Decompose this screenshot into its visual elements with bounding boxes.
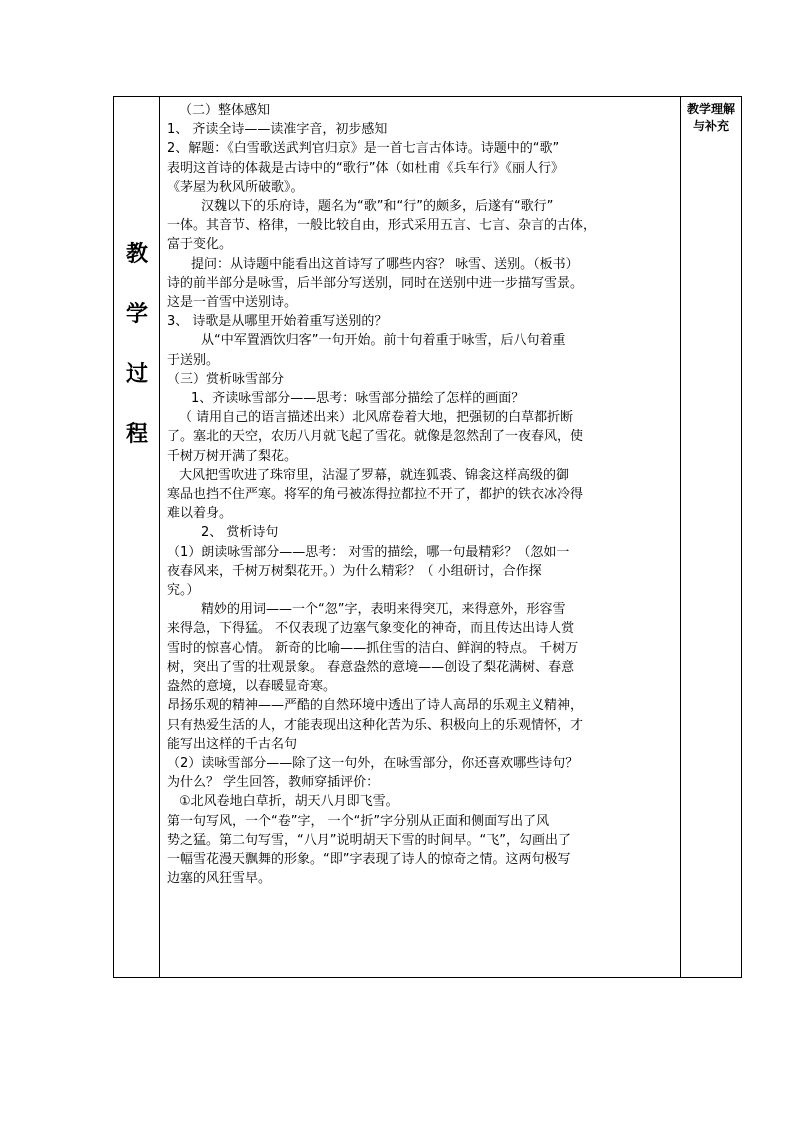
- text-line: 一幅雪花漫天飘舞的形象。“即”字表现了诗人的惊奇之情。这两句极写: [167, 851, 571, 867]
- text-line: 了。塞北的天空，农历八月就飞起了雪花。就像是忽然刮了一夜春风，使: [167, 429, 584, 445]
- text-line: 1、 齐读全诗——读准字音，初步感知: [167, 122, 388, 138]
- text-line: 雪时的惊喜心情。 新奇的比喻——抓住雪的洁白、鲜润的特点。 千树万: [167, 640, 579, 656]
- lesson-table: [113, 96, 742, 978]
- text-line: 《茅屋为秋风所破歌》。: [167, 179, 304, 195]
- text-line: 千树万树开满了梨花。: [167, 448, 298, 464]
- label-char: 过: [125, 362, 148, 387]
- text-line: （1）朗读咏雪部分——思考： 对雪的描绘，哪一句最精彩？（忽如一: [167, 544, 570, 560]
- text-line: 从“中军置酒饮归客”一句开始。前十句着重于咏雪，后八句着重: [201, 333, 566, 349]
- text-line: 表明这首诗的体裁是古诗中的“歌行”体（如杜甫《兵车行》《丽人行》: [167, 160, 564, 176]
- text-line: 寒品也挡不住严寒。将军的角弓被冻得拉都拉不开了，都护的铁衣冰冷得: [167, 487, 584, 503]
- text-line: 昂扬乐观的精神——严酷的自然环境中透出了诗人高昂的乐观主义精神，: [167, 698, 584, 714]
- text-line: 提问：从诗题中能看出这首诗写了哪些内容？ 咏雪、送别。（板书）: [191, 256, 579, 272]
- text-line: 于送别。: [167, 352, 220, 368]
- label-char: 学: [125, 302, 148, 327]
- text-line: （ 请用自己的语言描述出来）北风席卷着大地，把强韧的白草都折断: [179, 410, 574, 426]
- text-line: 究。）: [167, 583, 200, 599]
- notes-header: 教学理解与补充: [686, 102, 735, 133]
- text-line: 2、 赏析诗句: [201, 525, 279, 541]
- text-line: （三）赏析咏雪部分: [167, 371, 285, 387]
- text-line: 2、解题：《白雪歌送武判官归京》是一首七言古体诗。诗题中的“歌”: [167, 141, 560, 157]
- text-line: 一体。其音节、格律，一般比较自由，形式采用五言、七言、杂言的古体，: [167, 218, 597, 234]
- section-label-teaching-process: [114, 225, 160, 465]
- text-line: 精妙的用词——一个“忽”字，表明来得突兀，来得意外，形容雪: [201, 602, 566, 618]
- text-line: 来得急，下得猛。 不仅表现了边塞气象变化的神奇，而且传达出诗人赏: [167, 621, 575, 637]
- text-line: 这是一首雪中送别诗。: [167, 295, 298, 311]
- text-line: 树，突出了雪的壮观景象。 春意盎然的意境——创设了梨花满树、春意: [167, 659, 575, 675]
- text-line: （2）读咏雪部分——除了这一句外，在咏雪部分，你还喜欢哪些诗句？: [167, 755, 579, 771]
- text-line: 为什么？ 学生回答，教师穿插评价：: [167, 775, 380, 791]
- text-line: 1、齐读咏雪部分——思考：咏雪部分描绘了怎样的画面？: [191, 391, 525, 407]
- text-line: 势之猛。第二句写雪，“八月”说明胡天下雪的时间早。“飞”，勾画出了: [167, 832, 571, 848]
- text-line: 汉魏以下的乐府诗，题名为“歌”和“行”的颇多，后遂有“歌行”: [201, 199, 554, 215]
- content-column: [160, 97, 680, 977]
- text-line: 3、 诗歌是从哪里开始着重写送别的？: [167, 314, 388, 330]
- text-line: 诗的前半部分是咏雪，后半部分写送别，同时在送别中进一步描写雪景。: [167, 275, 584, 291]
- text-line: （二）整体感知: [179, 103, 271, 118]
- text-line: 夜春风来，千树万树梨花开。）为什么精彩？（ 小组研讨，合作探: [167, 563, 542, 579]
- notes-column: [680, 97, 741, 977]
- label-char: 教: [125, 242, 148, 267]
- section-column: [114, 97, 160, 977]
- label-char: 程: [125, 422, 148, 447]
- text-line: 能写出这样的千古名句: [167, 736, 298, 752]
- text-line: 只有热爱生活的人，才能表现出这种化苦为乐、积极向上的乐观情怀，才: [167, 717, 584, 733]
- text-line: 难以着身。: [167, 506, 233, 522]
- text-line: ①北风卷地白草折，胡天八月即飞雪。: [179, 794, 399, 810]
- text-line: 第一句写风，一个“卷”字， 一个“折”字分别从正面和侧面写出了风: [167, 813, 550, 829]
- text-line: 富于变化。: [167, 237, 233, 253]
- text-line: 大风把雪吹进了珠帘里，沾湿了罗幕，就连狐裘、锦衾这样高级的御: [179, 467, 570, 483]
- text-line: 盎然的意境，以春暖显奇寒。: [167, 679, 337, 695]
- text-line: 边塞的风狂雪早。: [167, 871, 272, 887]
